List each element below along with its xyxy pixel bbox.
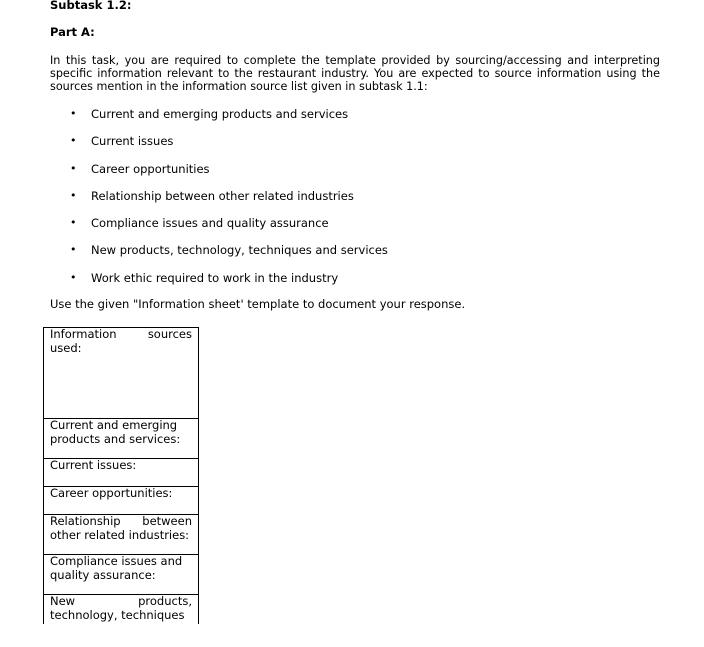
table-row-info-sources	[44, 328, 199, 419]
bullet-dot-icon: •	[70, 107, 77, 120]
bullet-dot-icon: •	[70, 216, 77, 230]
cell-text: products,	[138, 594, 192, 608]
cell-text: used:	[50, 340, 82, 355]
bullet-label: Current issues	[91, 134, 174, 149]
cell-text: technology, techniques	[50, 607, 185, 622]
cell-text: between	[142, 514, 192, 528]
bullet-label: New products, technology, techniques and services	[91, 243, 388, 258]
bullet-label: Compliance issues and quality assurance	[91, 216, 329, 231]
career-cell[interactable]	[44, 487, 199, 515]
cell-text: Compliance issues and	[50, 554, 183, 568]
table-row-current-issues	[44, 459, 199, 487]
cell-text: products and services:	[50, 431, 181, 446]
table-row-current-emerging	[44, 419, 199, 459]
table-row-relationship	[44, 515, 199, 555]
bullet-dot-icon: •	[70, 243, 77, 257]
cell-text: Current issues:	[50, 458, 137, 472]
bullet-label: Work ethic required to work in the industry	[91, 270, 339, 285]
current-issues-cell[interactable]	[44, 459, 199, 487]
bullet-dot-icon: •	[70, 270, 77, 284]
bullet-label: Current and emerging products and services	[91, 107, 349, 121]
subtask-title: Subtask 1.2:	[50, 0, 132, 12]
bullet-label: Career opportunities	[91, 161, 210, 176]
new-products-cell[interactable]	[44, 595, 199, 625]
info-sources-cell[interactable]	[44, 328, 199, 419]
table-row-career	[44, 487, 199, 515]
cell-text: Relationship	[50, 514, 121, 528]
information-sheet-clip	[40, 325, 210, 624]
table-row-new-products	[44, 595, 199, 625]
cell-text: Information	[50, 327, 117, 341]
cell-text: sources	[147, 327, 192, 341]
bullet-dot-icon: •	[70, 188, 77, 202]
cell-text: Career opportunities:	[50, 486, 173, 500]
current-emerging-cell[interactable]	[44, 419, 199, 459]
instruction-text: Use the given "Information sheet' template to document your response.	[50, 297, 466, 311]
table-row-compliance	[44, 555, 199, 595]
compliance-cell[interactable]	[44, 555, 199, 595]
cell-text: quality assurance:	[50, 567, 156, 582]
cell-text: Current and emerging	[50, 418, 178, 432]
bullet-label: Relationship between other related industries	[91, 188, 354, 203]
relationship-cell[interactable]	[44, 515, 199, 555]
bullet-dot-icon: •	[70, 161, 77, 175]
part-title: Part A:	[50, 25, 95, 39]
cell-text: other related industries:	[50, 527, 190, 542]
bullet-dot-icon: •	[70, 134, 77, 148]
cell-text: New	[50, 594, 76, 608]
information-sheet-table	[43, 327, 199, 624]
intro-paragraph: In this task, you are required to complete the template provided by sourcing/accessing and interpreting specific information relevant to the restaurant industry. You are expected to source information using the sources mention in the information source list given in subtask 1.1:	[50, 54, 660, 93]
